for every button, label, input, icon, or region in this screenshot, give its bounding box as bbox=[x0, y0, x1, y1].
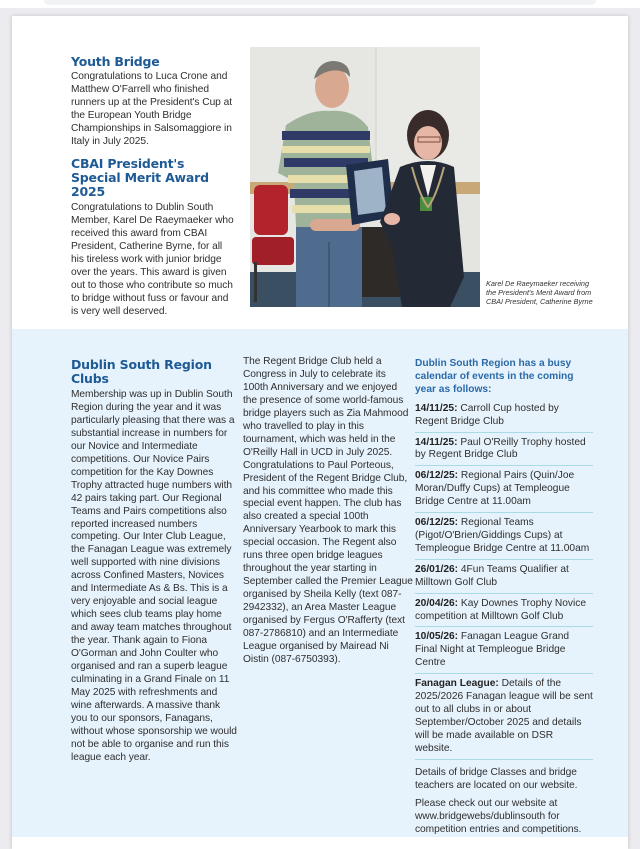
clubs-body: Membership was up in Dublin South Region during the year and it was particularly pleasing that there was a substantial increase in numbers for our Novice and Intermediate competitions. Our Novice Pairs competition for the Kay Downes Trophy attracted huge numbers with 42 pairs taking part. Our Regional Teams and Pairs competitions also reported increased numbers competing. Our Inter Club League, the Fanagan League was extremely well supported with nine divisions across Confined Masters, Novices and Intermediate As & Bs. This is a very enjoyable and social league which sees club teams play home and away team matches throughout the year. Thank again to Fiona O'Gorman and John Coulter who organised and ran a superb league culminating in a Grand Finale on 11 May 2025 with refreshments and wine afterwards. A massive thank you to our sponsors, Fanagans, without whose sponsorship we would not be able to organise and run this league each year. bbox=[71, 389, 237, 763]
calendar-events-list bbox=[415, 397, 593, 760]
calendar-event bbox=[415, 627, 593, 674]
event-date: 14/11/25: bbox=[415, 402, 458, 414]
calendar-column bbox=[415, 358, 593, 837]
event-date: 26/01/26: bbox=[415, 563, 459, 575]
clubs-column bbox=[71, 358, 237, 765]
event-date: 10/05/26: bbox=[415, 631, 459, 643]
fanagan-league-note bbox=[415, 674, 593, 759]
event-text: Regional Pairs (Quin/Joe Moran/Duffy Cups) at Templeogue Bridge Centre at 11.00am bbox=[415, 470, 575, 508]
viewer-top-bar bbox=[0, 0, 640, 8]
event-text: 4Fun Teams Qualifier at Milltown Golf Club bbox=[415, 563, 569, 588]
regent-body: The Regent Bridge Club held a Congress in July to celebrate its 100th Anniversary and we enjoyed the presence of some world-famous bridge players such as Zia Mahmood who travelled to play in this tournament, which was held in the O'Reilly Hall in UCD in July 2025. Congratulations to Paul Porteous, President of the Regent Bridge Club, and his committee who made this special event happen. The club has also created a special 100th Anniversary Yearbook to mark this special occasion. The Regent also runs three open bridge leagues throughout the year starting in September called the Premier League organised by Sheila Kelly (text 087-2942332), an Area Master League organised by Fergus O'Rafferty (text 087-2786810) and an Intermediate League organised by Mairead Ni Oistin (087-6750393). bbox=[243, 356, 413, 665]
event-date: 06/12/25: bbox=[415, 517, 459, 529]
event-text: Fanagan League Grand Final Night at Templeogue Bridge Centre bbox=[415, 631, 570, 669]
youth-bridge-body: Congratulations to Luca Crone and Matthew O'Farrell who finished runners up at the President's Cup at the European Youth Bridge Championships in Salsomaggiore in Italy in July 2025. bbox=[71, 71, 232, 147]
event-date: 14/11/25: bbox=[415, 436, 458, 448]
merit-award-heading: CBAI President's Special Merit Award 2025 bbox=[71, 156, 209, 200]
dublin-south-region-section bbox=[12, 329, 628, 837]
calendar-intro: Dublin South Region has a busy calendar of events in the coming year as follows: bbox=[415, 358, 574, 395]
merit-award-body: Congratulations to Dublin South Member, Karel De Raeymaeker who received this award from CBAI President, Catherine Byrne, for all his tireless work with junior bridge over the years. This award is given out to those who contribute so much to bridge without fuss or favour and is very well deserved. bbox=[71, 202, 234, 317]
calendar-event bbox=[415, 397, 593, 433]
clubs-heading: Dublin South Region Clubs bbox=[71, 357, 212, 386]
calendar-event bbox=[415, 594, 593, 628]
event-date: Fanagan League: bbox=[415, 678, 499, 690]
calendar-event bbox=[415, 433, 593, 467]
left-column bbox=[71, 55, 236, 319]
award-photo bbox=[250, 47, 480, 307]
event-text: Paul O'Reilly Trophy hosted by Regent Bridge Club bbox=[415, 436, 586, 461]
viewer-toolbar-edge bbox=[44, 0, 596, 5]
event-date: 20/04/26: bbox=[415, 597, 459, 609]
event-text: Kay Downes Trophy Novice competition at Milltown Golf Club bbox=[415, 597, 587, 622]
photo-caption: Karel De Raeymaeker receiving the President's Merit Award from CBAI President, Catherine Byrne bbox=[486, 279, 593, 307]
newsletter-page bbox=[12, 16, 628, 849]
youth-bridge-heading: Youth Bridge bbox=[71, 54, 160, 69]
event-text: Regional Teams (Pigot/O'Brien/Giddings Cups) at Templeogue Bridge Centre at 11.00am bbox=[415, 517, 590, 554]
website-note: Please check out our website at www.bridgewebs/dublinsouth for competition entries and competitions. bbox=[415, 798, 582, 836]
regent-column bbox=[243, 358, 413, 667]
award-photo-image bbox=[250, 47, 480, 307]
classes-note: Details of bridge Classes and bridge teachers are located on our website. bbox=[415, 766, 578, 791]
event-date: 06/12/25: bbox=[415, 470, 459, 482]
event-text: Details of the 2025/2026 Fanagan league will be sent out to all clubs in or about September/October 2025 and details will be made available on DSR website. bbox=[415, 678, 593, 754]
calendar-event bbox=[415, 560, 593, 594]
event-text: Carroll Cup hosted by Regent Bridge Club bbox=[415, 402, 559, 427]
calendar-event bbox=[415, 466, 593, 513]
calendar-event bbox=[415, 513, 593, 560]
top-section bbox=[12, 16, 628, 328]
